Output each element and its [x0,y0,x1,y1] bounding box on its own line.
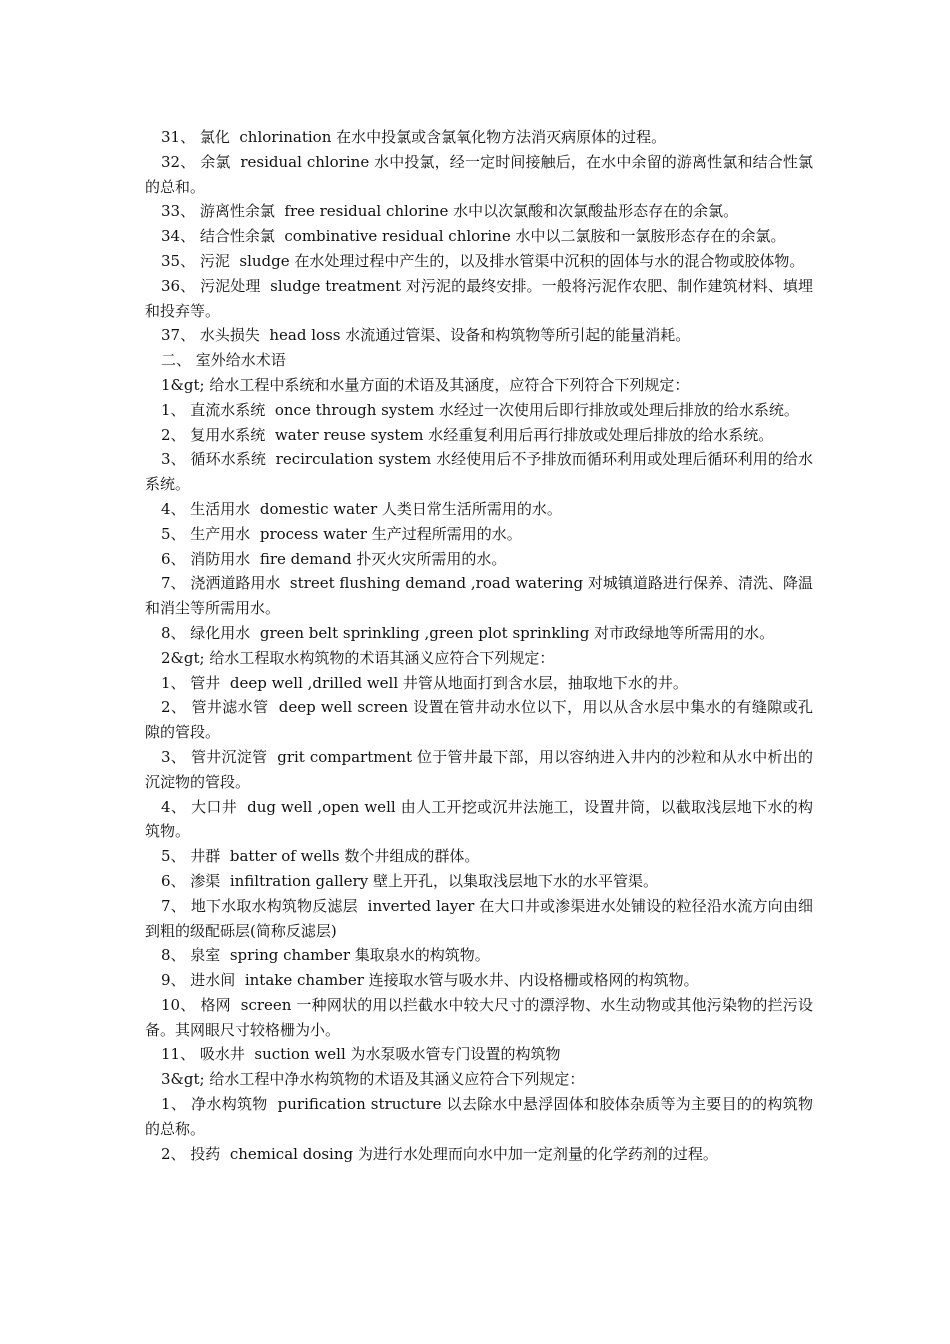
term-5-process-water: 5、 生产用水 process water 生产过程所需用的水。 [161,524,522,543]
term-1-deep-well: 1、 管井 deep well ,drilled well 井管从地面打到含水层，抽取地下水的井。 [161,673,688,692]
term-3-grit-compartment: 3、 管井沉淀管 grit compartment 位于管井最下部，用以容纳进入井内的沙粒和从水中析出的沉淀物的管段。 [145,747,813,791]
term-2-chemical-dosing: 2、 投药 chemical dosing 为进行水处理而向水中加一定剂量的化学药剂的过程。 [161,1144,718,1163]
term-1-purification-structure: 1、 净水构筑物 purification structure 以去除水中悬浮固体和胶体杂质等为主要目的的构筑物的总称。 [145,1095,813,1138]
term-7-street-flushing-demand: 7、 浇洒道路用水 street flushing demand ,road watering 对城镇道路进行保养、清洗、降温和消尘等所需用水。 [145,574,813,618]
term-8-green-belt-sprinkling: 8、 绿化用水 green belt sprinkling ,green plot sprinkling 对市政绿地等所需用的水。 [161,623,775,642]
subsection-1-intro: 1&gt; 给水工程中系统和水量方面的术语及其涵度，应符合下列符合下列规定： [161,375,690,394]
term-6-infiltration-gallery: 6、 渗渠 infiltration gallery 壁上开孔，以集取浅层地下水的水平管渠。 [161,871,658,890]
term-34-combinative-residual-chlorine: 34、 结合性余氯 combinative residual chlorine 水中以二氯胺和一氯胺形态存在的余氯。 [161,227,786,246]
term-9-intake-chamber: 9、 进水间 intake chamber 连接取水管与吸水井、内设格栅或格网的构筑物。 [161,971,699,990]
term-3-recirculation-system: 3、 循环水系统 recirculation system 水经使用后不予排放而循环利用或处理后循环利用的给水系统。 [145,450,813,494]
term-37-head-loss: 37、 水头损失 head loss 水流通过管渠、设备和构筑物等所引起的能量消耗。 [161,326,691,345]
term-5-batter-of-wells: 5、 井群 batter of wells 数个井组成的群体。 [161,847,480,866]
term-35-sludge: 35、 污泥 sludge 在水处理过程中产生的，以及排水管渠中沉积的固体与水的混合物或胶体物。 [161,251,805,270]
term-6-fire-demand: 6、 消防用水 fire demand 扑灭火灾所需用的水。 [161,549,507,568]
section-heading-outdoor-water-supply: 二、 室外给水术语 [161,351,286,370]
term-1-once-through-system: 1、 直流水系统 once through system 水经过一次使用后即行排放或处理后排放的给水系统。 [161,400,799,419]
term-4-domestic-water: 4、 生活用水 domestic water 人类日常生活所需用的水。 [161,499,562,518]
term-33-free-residual-chlorine: 33、 游离性余氯 free residual chlorine 水中以次氯酸和次氯酸盐形态存在的余氯。 [161,202,739,221]
term-36-sludge-treatment: 36、 污泥处理 sludge treatment 对污泥的最终安排。一般将污泥作农肥、制作建筑材料、填埋和投弃等。 [145,276,813,320]
document-body [145,125,813,1166]
term-2-deep-well-screen: 2、 管井滤水管 deep well screen 设置在管井动水位以下，用以从含水层中集水的有缝隙或孔隙的管段。 [145,698,813,742]
term-11-suction-well: 11、 吸水井 suction well 为水泵吸水管专门设置的构筑物 [161,1045,561,1064]
term-31-chlorination: 31、 氯化 chlorination 在水中投氯或含氯氧化物方法消灭病原体的过程。 [161,128,667,146]
term-7-inverted-layer: 7、 地下水取水构筑物反滤层 inverted layer 在大口井或渗渠进水处铺设的粒径沿水流方向由细到粗的级配砾层(简称反滤层) [145,896,813,940]
term-10-screen: 10、 格网 screen 一种网状的用以拦截水中较大尺寸的漂浮物、水生动物或其他污染物的拦污设备。其网眼尺寸较格栅为小。 [145,995,813,1039]
term-8-spring-chamber: 8、 泉室 spring chamber 集取泉水的构筑物。 [161,946,490,965]
term-32-residual-chlorine: 32、 余氯 residual chlorine 水中投氯，经一定时间接触后，在水中余留的游离性氯和结合性氯的总和。 [145,152,813,196]
term-2-water-reuse-system: 2、 复用水系统 water reuse system 水经重复利用后再行排放或处理后排放的给水系统。 [161,425,774,444]
term-4-dug-well: 4、 大口井 dug well ,open well 由人工开挖或沉井法施工，设置井筒，以截取浅层地下水的构筑物。 [145,797,813,841]
subsection-3-intro: 3&gt; 给水工程中净水构筑物的术语及其涵义应符合下列规定： [161,1070,585,1089]
subsection-2-intro: 2&gt; 给水工程取水构筑物的术语其涵义应符合下列规定： [161,648,555,667]
